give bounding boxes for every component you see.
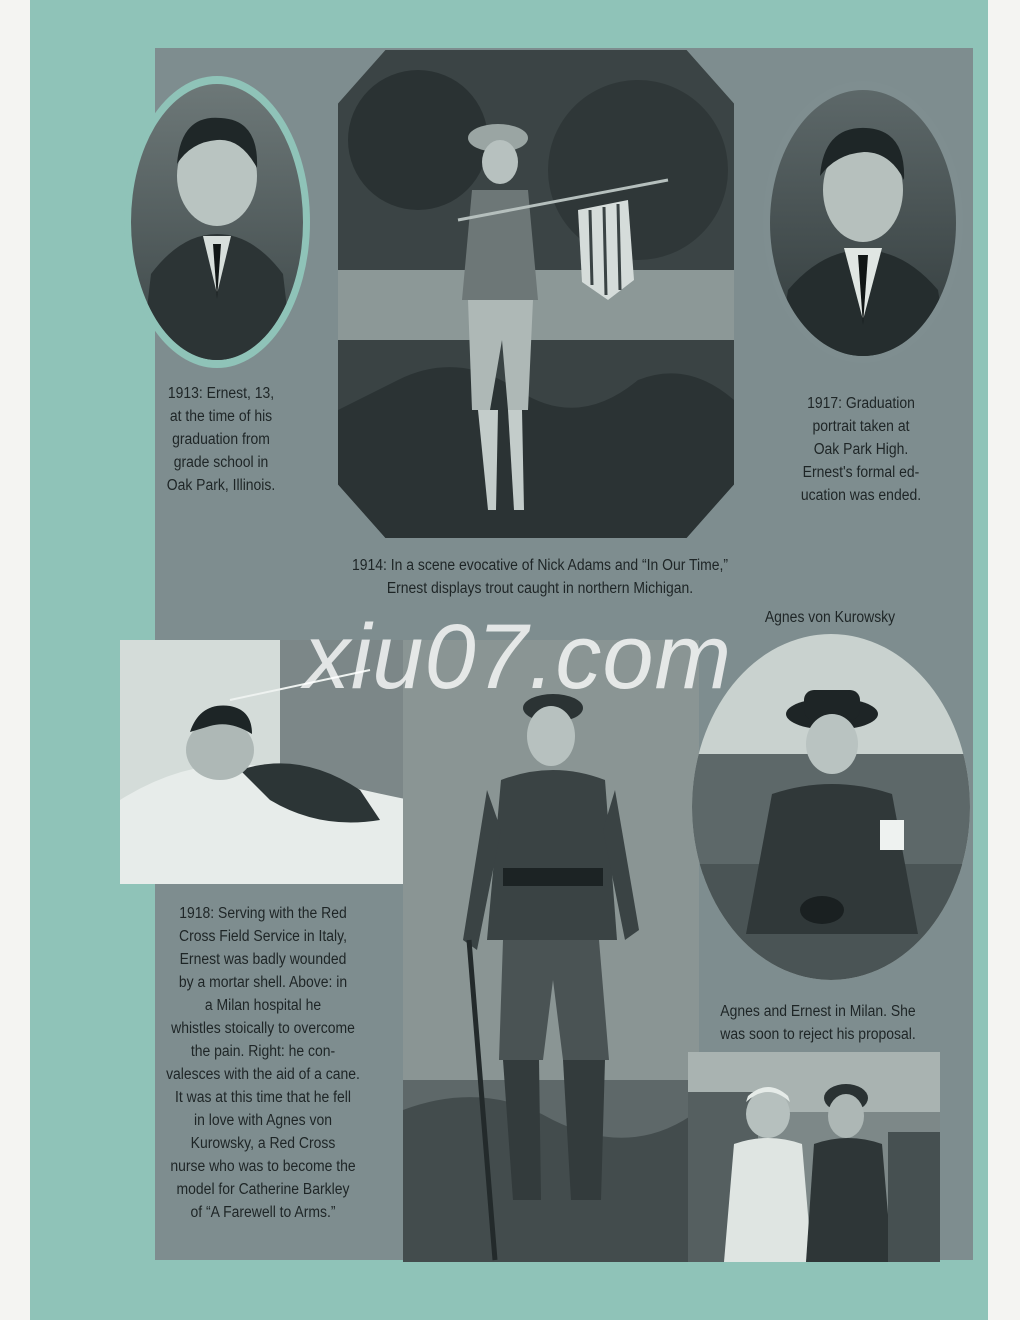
caption-1918-line: in love with Agnes von (193, 1112, 333, 1129)
caption-1918-line: Ernest was badly wounded (179, 951, 347, 968)
caption-1918-line: valesces with the aid of a cane. (166, 1066, 360, 1083)
caption-1918 (140, 902, 387, 1224)
portrait-1917-photo (770, 90, 956, 356)
caption-1917-line: Ernest's formal ed- (802, 464, 920, 481)
caption-1917-line: Oak Park High. (813, 441, 909, 458)
caption-1914-line: 1914: In a scene evocative of Nick Adams and “In Our Time,” (351, 557, 729, 574)
caption-1918-line: It was at this time that he fell (174, 1089, 352, 1106)
caption-1913 (136, 382, 307, 497)
caption-1918-line: of “A Farewell to Arms.” (190, 1204, 336, 1221)
photo-1914-trout (338, 50, 734, 538)
caption-1913-line: Oak Park, Illinois. (166, 477, 276, 494)
caption-milan-line: Agnes and Ernest in Milan. She (720, 1003, 916, 1020)
caption-1914-line: Ernest displays trout caught in northern Michigan. (386, 580, 694, 597)
caption-1913-line: at the time of his (169, 408, 273, 425)
caption-1913-line: graduation from (172, 431, 270, 448)
caption-milan-line: was soon to reject his proposal. (720, 1026, 916, 1043)
caption-1918-line: nurse who was to become the (170, 1158, 356, 1175)
caption-1917-line: ucation was ended. (800, 487, 922, 504)
photo-ernest-uniform-cane (403, 640, 699, 1262)
caption-1918-line: model for Catherine Barkley (176, 1181, 350, 1198)
caption-milan (703, 1000, 933, 1046)
caption-1918-line: whistles stoically to overcome (171, 1020, 355, 1037)
caption-1918-line: 1918: Serving with the Red (179, 905, 347, 922)
caption-1913-line: grade school in (173, 454, 269, 471)
caption-1914 (306, 554, 774, 600)
portrait-1913-photo (131, 84, 303, 360)
caption-1918-line: Kurowsky, a Red Cross (190, 1135, 336, 1152)
caption-1917 (765, 392, 958, 507)
watermark-text: xiu07.com (303, 606, 733, 708)
caption-1917-line: 1917: Graduation (807, 395, 915, 412)
caption-1918-line: Cross Field Service in Italy, (179, 928, 347, 945)
caption-1918-line: by a mortar shell. Above: in (178, 974, 348, 991)
caption-1918-line: a Milan hospital he (204, 997, 322, 1014)
caption-1918-line: the pain. Right: he con- (190, 1043, 336, 1060)
agnes-label-text: Agnes von Kurowsky (764, 609, 896, 626)
photo-agnes-ernest-milan (688, 1052, 940, 1262)
caption-1917-line: portrait taken at (812, 418, 910, 435)
caption-1913-line: 1913: Ernest, 13, (167, 385, 275, 402)
